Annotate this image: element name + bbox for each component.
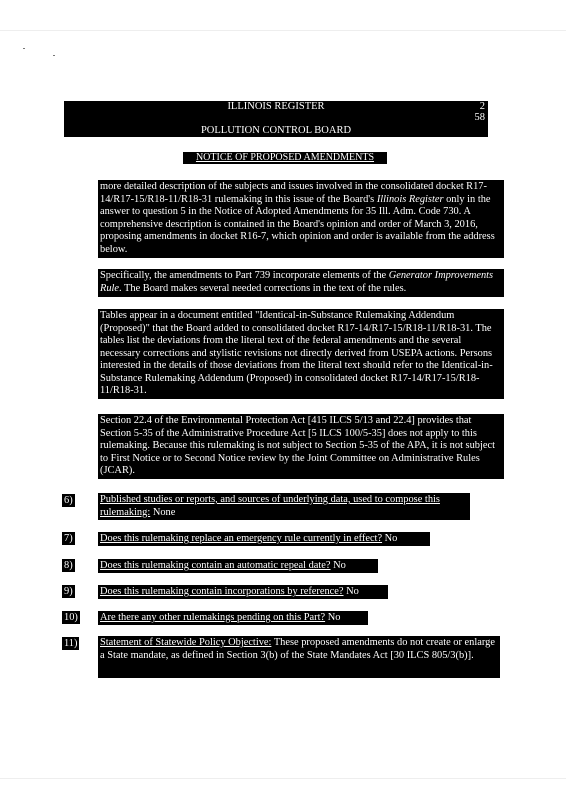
question-number: 9) (64, 586, 73, 597)
paragraph-specifically (98, 269, 504, 297)
question-text: Are there any other rulemakings pending on this Part? (100, 612, 326, 623)
question-answer: No (333, 560, 346, 571)
paragraph-section-22-4 (98, 414, 504, 479)
paragraph-tables (98, 309, 504, 399)
question-text: Published studies or reports, and sources of underlying data, used to compose this rulemaking: (100, 494, 440, 518)
paragraph-text: Specifically, the amendments to Part 739 incorporate elements of the (100, 270, 389, 281)
question-number: 6) (64, 495, 73, 506)
paragraph-text: more detailed description of the subjects and issues involved in the consolidated docket R17-14/R17-15/R18-11/R18-31 rulemaking in this issue of the Board's (100, 181, 487, 205)
question-number: 7) (64, 533, 73, 544)
register-title-bar (64, 101, 488, 112)
paragraph-italic-text: Generator Improvements Rule (100, 270, 494, 294)
question-text: Statement of Statewide Policy Objective: (100, 637, 272, 648)
question-item (98, 559, 378, 573)
issue-number: 58 (474, 112, 485, 123)
question-answer: These proposed amendments do not create or enlarge a State mandate, as defined in Section 3(b) of the State Mandates Act [30 ILCS 805/3(b)]. (100, 637, 495, 661)
question-number: 11) (64, 638, 78, 649)
paragraph-description (98, 180, 504, 258)
question-text: Does this rulemaking replace an emergency rule currently in effect? (100, 533, 383, 544)
board-name: POLLUTION CONTROL BOARD (200, 125, 352, 136)
board-name-bar (64, 112, 488, 137)
page-number: 2 (479, 101, 485, 112)
paragraph-text: Tables appear in a document entitled "Identical-in-Substance Rulemaking Addendum (Proposed)" that the Board added to consolidated docket R17-14/R17-15/R18-11/R18-31. The tables list the deviations from the literal text of the federal amendments and the several necessary corrections and stylistic revisions not directly derived from USEPA actions. Persons interested in the details of those deviations from the literal text should refer to the Identical-in-Substance Rulemaking Addendum (Proposed) in consolidated docket R17-14/R17-15/R18-11/R18-31. (100, 310, 493, 396)
question-item (98, 532, 430, 546)
question-number: 8) (64, 560, 73, 571)
paragraph-italic-text: Illinois Register (376, 193, 444, 205)
notice-title-text: NOTICE OF PROPOSED AMENDMENTS (195, 152, 375, 163)
register-title: ILLINOIS REGISTER (227, 101, 325, 112)
question-answer: No (327, 612, 341, 623)
question-item (98, 636, 500, 678)
paragraph-text: Section 22.4 of the Environmental Protection Act [415 ILCS 5/13 and 22.4] provides that Section 5-35 of the Administrative Procedure Act [5 ILCS 100/5-35] does not apply to this rulemaking. Because this rulemaking is not subject to Section 5-35 of the APA, it is not subject to First Notice or to Second Notice review by the Joint Committee on Administrative Rules (JCAR). (100, 415, 495, 476)
question-answer: None (152, 506, 176, 518)
scan-speck (23, 48, 25, 49)
page-top-edge (0, 30, 566, 31)
scan-speck (53, 55, 55, 56)
question-number: 10) (64, 612, 78, 623)
page-bottom-edge (0, 778, 566, 779)
question-answer: No (384, 533, 398, 544)
question-item (98, 585, 388, 599)
question-text: Does this rulemaking contain incorporations by reference? (100, 586, 344, 597)
question-answer: No (346, 586, 359, 597)
notice-title (183, 152, 387, 164)
paragraph-text: only in the answer to question 5 in the Notice of Adopted Amendments for 35 Ill. Adm. Code 730. A comprehensive description is contained in the Board's opinion and order of March 3, 2016, proposing amendments in docket R16-7, which opinion and order is available from the address below. (100, 193, 495, 255)
paragraph-text: . The Board makes several needed corrections in the text of the rules. (119, 282, 407, 294)
question-item (98, 493, 470, 520)
question-item (98, 611, 368, 625)
question-text: Does this rulemaking contain an automatic repeal date? (100, 560, 331, 571)
